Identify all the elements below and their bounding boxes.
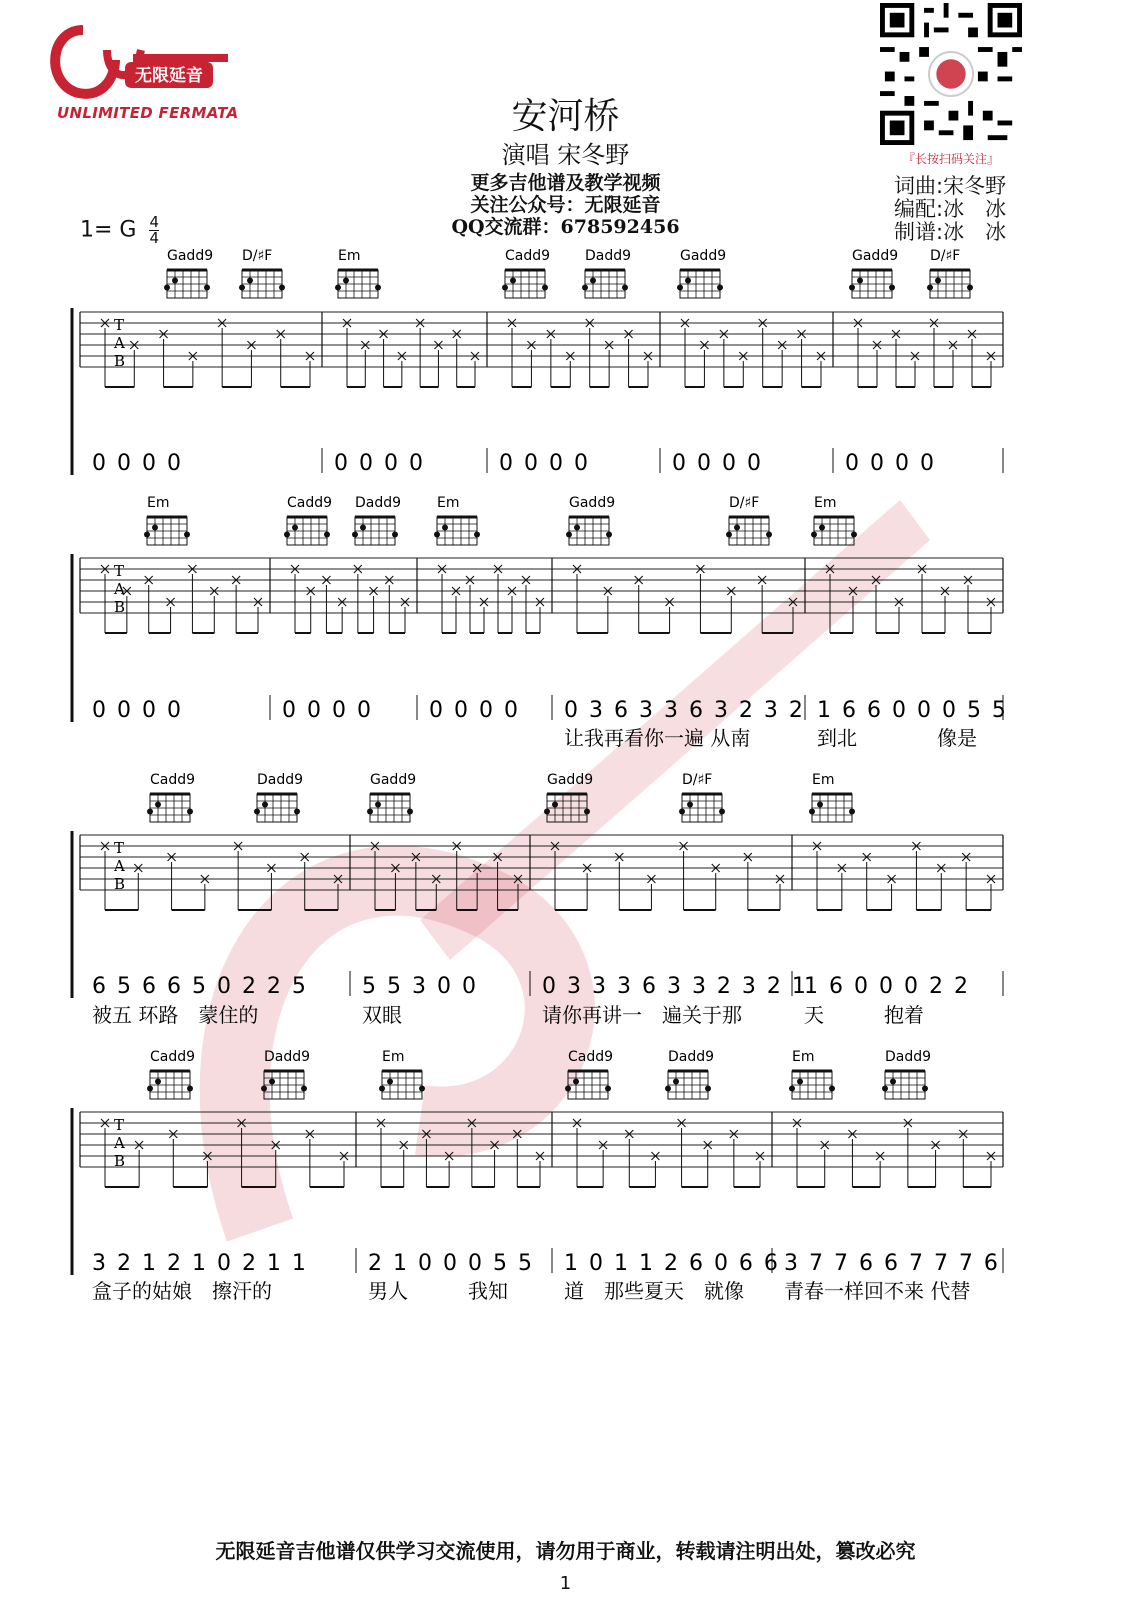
chord-diagram-finger-dot [734,525,740,531]
chord-diagram-finger-dot [789,1086,795,1092]
chord-diagram-finger-dot [817,802,823,808]
chord-name: Cadd9 [568,1049,614,1065]
credit-arrangement: 编配:冰 冰 [894,197,1007,221]
lyric-line: 青春一样回不来 代替 [784,1279,971,1303]
singer-line: 演唱 宋冬野 [501,141,630,169]
chord-diagram-finger-dot [434,532,440,538]
promo-line-1: 更多吉他谱及教学视频 [470,172,661,194]
chord-diagram-finger-dot [502,285,508,291]
lyric-line: 道 那些夏天 就像 [564,1279,744,1303]
chord-diagram-finger-dot [279,285,285,291]
chord-name: Dadd9 [264,1049,311,1065]
tab-clef-letter: A [114,1134,125,1152]
chord-diagram-finger-dot [590,278,596,284]
credit-transcription: 制谱:冰 冰 [894,220,1007,244]
tab-clef-letter: B [114,875,126,893]
brand-name-en: UNLIMITED FERMATA [57,104,239,122]
chord-diagram-finger-dot [407,809,413,815]
chord-name: D/♯F [729,495,760,511]
credit-lyrics-music: 词曲:宋冬野 [894,174,1007,198]
chord-name: Gadd9 [680,248,727,264]
numbered-notation-measure: 0 0 0 0 [499,451,590,476]
chord-diagram-finger-dot [419,1086,425,1092]
lyric-line: 到北 像是 [817,726,977,750]
numbered-notation-measure: 0 0 0 0 [429,698,520,723]
chord-diagram-finger-dot [705,1086,711,1092]
promo-line-3: QQ交流群：678592456 [451,216,680,238]
chord-diagram-finger-dot [343,278,349,284]
chord-diagram-finger-dot [849,285,855,291]
chord-name: Dadd9 [355,495,402,511]
chord-diagram-finger-dot [935,278,941,284]
chord-diagram-finger-dot [474,532,480,538]
chord-name: Dadd9 [885,1049,932,1065]
chord-diagram-finger-dot [606,532,612,538]
numbered-notation-measure: 1 6 0 0 0 2 2 [804,974,970,999]
chord-diagram-finger-dot [717,285,723,291]
chord-diagram-finger-dot [324,532,330,538]
chord-name: Gadd9 [852,248,899,264]
tab-clef-letter: T [114,1116,125,1134]
numbered-notation-measure: 6 5 6 6 5 0 2 2 5 [92,974,308,999]
page-number: 1 [559,1573,572,1594]
lyric-line: 男人 我知 [368,1279,508,1303]
tab-clef-letter: B [114,1152,126,1170]
tab-clef-letter: T [114,562,125,580]
numbered-notation-measure: 3 2 1 2 1 0 2 1 1 [92,1251,308,1276]
chord-diagram-finger-dot [155,1079,161,1085]
chord-diagram-finger-dot [301,1086,307,1092]
numbered-notation-measure: 0 0 0 0 [282,698,373,723]
chord-name: Gadd9 [167,248,214,264]
chord-name: Dadd9 [585,248,632,264]
chord-name: Dadd9 [668,1049,715,1065]
chord-diagram-finger-dot [685,278,691,284]
chord-name: Dadd9 [257,772,304,788]
chord-name: Gadd9 [569,495,616,511]
chord-diagram-finger-dot [542,285,548,291]
tab-clef-letter: A [114,857,125,875]
chord-diagram-finger-dot [510,278,516,284]
chord-diagram-finger-dot [184,532,190,538]
chord-name: Gadd9 [370,772,417,788]
chord-diagram-finger-dot [927,285,933,291]
chord-name: D/♯F [682,772,713,788]
chord-diagram-finger-dot [204,285,210,291]
lyric-line: 被五 环路 蒙住的 [92,1003,259,1027]
chord-diagram-finger-dot [187,809,193,815]
chord-diagram-finger-dot [375,802,381,808]
chord-diagram-finger-dot [819,525,825,531]
time-sig-numerator: 4 [149,213,160,231]
numbered-notation-measure: 0 3 3 3 6 3 3 2 3 2 1 [542,974,808,999]
chord-diagram-finger-dot [379,1086,385,1092]
chord-name: Cadd9 [505,248,551,264]
tab-clef-letter: T [114,839,125,857]
chord-diagram-finger-dot [889,285,895,291]
chord-diagram-finger-dot [147,809,153,815]
chord-diagram-finger-dot [544,809,550,815]
lyric-line: 天 抱着 [804,1003,924,1027]
numbered-notation-measure: 0 0 0 0 [92,451,183,476]
chord-diagram-finger-dot [261,1086,267,1092]
chord-diagram-finger-dot [677,285,683,291]
chord-name: D/♯F [930,248,961,264]
numbered-notation-measure: 0 0 0 0 [334,451,425,476]
chord-name: Em [814,495,837,511]
chord-diagram-finger-dot [922,1086,928,1092]
chord-diagram-finger-dot [360,525,366,531]
tab-clef-letter: A [114,334,125,352]
numbered-notation-measure: 2 1 0 0 0 5 5 [368,1251,534,1276]
chord-diagram-finger-dot [797,1079,803,1085]
chord-diagram-finger-dot [442,525,448,531]
chord-diagram-finger-dot [292,525,298,531]
song-title: 安河桥 [511,96,620,137]
numbered-notation-measure: 0 0 0 0 [672,451,763,476]
chord-diagram-finger-dot [247,278,253,284]
chord-name: Cadd9 [150,772,196,788]
tab-clef-letter: B [114,598,126,616]
chord-name: Em [437,495,460,511]
chord-diagram-finger-dot [269,1079,275,1085]
chord-diagram-finger-dot [147,1086,153,1092]
chord-diagram-finger-dot [574,525,580,531]
chord-diagram-finger-dot [967,285,973,291]
chord-name: D/♯F [242,248,273,264]
numbered-notation-measure: 0 0 0 0 [845,451,936,476]
chord-diagram-finger-dot [552,802,558,808]
chord-diagram-finger-dot [679,809,685,815]
tab-clef-letter: T [114,316,125,334]
chord-diagram-finger-dot [565,1086,571,1092]
chord-diagram-finger-dot [857,278,863,284]
chord-diagram-finger-dot [890,1079,896,1085]
qr-caption: 『长按扫码关注』 [902,152,999,166]
chord-name: Cadd9 [287,495,333,511]
chord-diagram-finger-dot [155,802,161,808]
numbered-notation-measure: 0 3 6 3 3 6 3 2 3 2 [564,698,805,723]
chord-diagram-finger-dot [294,809,300,815]
chord-diagram-finger-dot [392,532,398,538]
chord-diagram-finger-dot [726,532,732,538]
chord-diagram-finger-dot [849,809,855,815]
chord-name: Em [147,495,170,511]
time-sig-denominator: 4 [149,229,160,247]
numbered-notation-measure: 0 0 0 0 [92,698,183,723]
lyric-line: 让我再看你一遍 从南 [564,726,751,750]
chord-diagram-finger-dot [673,1079,679,1085]
chord-diagram-finger-dot [187,1086,193,1092]
chord-diagram-finger-dot [622,285,628,291]
tab-clef-letter: B [114,352,126,370]
chord-diagram-finger-dot [829,1086,835,1092]
footer-notice: 无限延音吉他谱仅供学习交流使用，请勿用于商业，转载请注明出处，篡改必究 [215,1539,916,1563]
chord-diagram-finger-dot [144,532,150,538]
tab-clef-letter: A [114,580,125,598]
promo-line-2: 关注公众号：无限延音 [470,194,661,216]
chord-diagram-finger-dot [352,532,358,538]
chord-diagram-finger-dot [573,1079,579,1085]
chord-diagram-finger-dot [766,532,772,538]
chord-diagram-finger-dot [665,1086,671,1092]
lyric-line: 双眼 [362,1003,402,1027]
chord-diagram-finger-dot [566,532,572,538]
chord-diagram-finger-dot [851,532,857,538]
chord-diagram-finger-dot [335,285,341,291]
chord-diagram-finger-dot [152,525,158,531]
key-label: 1= G [80,217,137,243]
chord-diagram-finger-dot [254,809,260,815]
numbered-notation-measure: 3 7 7 6 6 7 7 7 6 [784,1251,1000,1276]
numbered-notation-measure: 5 5 3 0 0 [362,974,478,999]
brand-name-cn: 无限延音 [135,66,203,85]
numbered-notation-measure: 1 0 1 1 2 6 0 6 6 [564,1251,780,1276]
chord-diagram-finger-dot [584,809,590,815]
chord-diagram-finger-dot [582,285,588,291]
chord-diagram-finger-dot [375,285,381,291]
chord-name: Em [382,1049,405,1065]
chord-diagram-finger-dot [262,802,268,808]
chord-diagram-finger-dot [605,1086,611,1092]
chord-name: Cadd9 [150,1049,196,1065]
chord-diagram-finger-dot [882,1086,888,1092]
chord-diagram-finger-dot [809,809,815,815]
chord-diagram-finger-dot [367,809,373,815]
chord-diagram-finger-dot [811,532,817,538]
chord-diagram-finger-dot [239,285,245,291]
chord-diagram-finger-dot [687,802,693,808]
chord-diagram-finger-dot [284,532,290,538]
lyric-line: 请你再讲一 遍关于那 [542,1003,742,1027]
numbered-notation-measure: 1 6 6 0 0 0 5 5 [817,698,1008,723]
chord-diagram-finger-dot [164,285,170,291]
chord-diagram-finger-dot [387,1079,393,1085]
lyric-line: 盒子的姑娘 擦汗的 [92,1279,272,1303]
chord-diagram-finger-dot [172,278,178,284]
chord-diagram-finger-dot [719,809,725,815]
chord-name: Em [792,1049,815,1065]
chord-name: Em [812,772,835,788]
chord-name: Em [338,248,361,264]
chord-name: Gadd9 [547,772,594,788]
